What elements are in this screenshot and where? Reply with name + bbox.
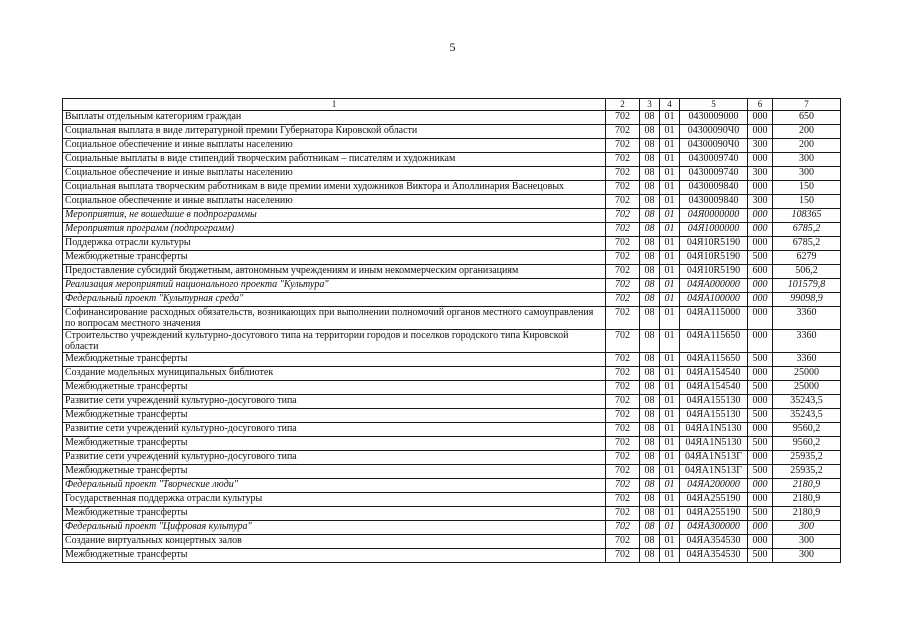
expense-type-cell: 000 [748,451,773,465]
ved-code-cell: 702 [606,353,640,367]
section-cell: 08 [640,125,660,139]
table-row [63,367,841,381]
expense-type-cell: 500 [748,409,773,423]
target-article-cell: 04ЯA255190 [680,493,748,507]
target-article-cell: 04ЯA000000 [680,279,748,293]
amount-cell: 200 [773,125,841,139]
row-name-cell: Межбюджетные трансферты [63,353,606,367]
expense-type-cell: 500 [748,465,773,479]
row-name-cell: Мероприятия, не вошедшие в подпрограммы [63,209,606,223]
section-cell: 08 [640,237,660,251]
subsection-cell: 01 [660,465,680,479]
subsection-cell: 01 [660,139,680,153]
subsection-cell: 01 [660,330,680,353]
target-article-cell: 04ЯA155130 [680,409,748,423]
page-number: 5 [449,40,456,54]
section-cell: 08 [640,307,660,330]
section-cell: 08 [640,195,660,209]
row-name-cell: Социальная выплата творческим работникам в виде премии имени художников Виктора и Аполлинария Васнецовых [63,181,606,195]
section-cell: 08 [640,330,660,353]
subsection-cell: 01 [660,279,680,293]
row-name-cell: Межбюджетные трансферты [63,549,606,563]
target-article-cell: 0430009740 [680,167,748,181]
budget-table [62,98,841,563]
expense-type-cell: 000 [748,423,773,437]
table-row [63,353,841,367]
expense-type-cell: 000 [748,293,773,307]
subsection-cell: 01 [660,381,680,395]
column-header: 2 [606,99,640,111]
table-row [63,279,841,293]
row-name-cell: Социальное обеспечение и иные выплаты населению [63,195,606,209]
section-cell: 08 [640,223,660,237]
row-name-cell: Межбюджетные трансферты [63,409,606,423]
table-row [63,307,841,330]
target-article-cell: 04Я1000000 [680,223,748,237]
expense-type-cell: 500 [748,353,773,367]
expense-type-cell: 000 [748,330,773,353]
expense-type-cell: 000 [748,521,773,535]
table-row [63,195,841,209]
ved-code-cell: 702 [606,125,640,139]
subsection-cell: 01 [660,367,680,381]
table-row [63,395,841,409]
expense-type-cell: 000 [748,367,773,381]
subsection-cell: 01 [660,111,680,125]
subsection-cell: 01 [660,293,680,307]
table-row [63,111,841,125]
table-row [63,381,841,395]
ved-code-cell: 702 [606,181,640,195]
target-article-cell: 0430009840 [680,181,748,195]
table-row [63,139,841,153]
subsection-cell: 01 [660,353,680,367]
section-cell: 08 [640,209,660,223]
amount-cell: 99098,9 [773,293,841,307]
ved-code-cell: 702 [606,293,640,307]
target-article-cell: 0430009840 [680,195,748,209]
ved-code-cell: 702 [606,195,640,209]
target-article-cell: 04ЯA115000 [680,307,748,330]
subsection-cell: 01 [660,423,680,437]
target-article-cell: 04ЯA1N5130 [680,437,748,451]
expense-type-cell: 000 [748,535,773,549]
amount-cell: 3360 [773,353,841,367]
table-row [63,251,841,265]
row-name-cell: Федеральный проект "Творческие люди" [63,479,606,493]
section-cell: 08 [640,451,660,465]
table-row [63,549,841,563]
expense-type-cell: 600 [748,265,773,279]
target-article-cell: 04Я10R5190 [680,265,748,279]
ved-code-cell: 702 [606,549,640,563]
ved-code-cell: 702 [606,279,640,293]
ved-code-cell: 702 [606,465,640,479]
subsection-cell: 01 [660,153,680,167]
amount-cell: 300 [773,549,841,563]
target-article-cell: 04ЯA1N513Г [680,465,748,479]
subsection-cell: 01 [660,451,680,465]
row-name-cell: Межбюджетные трансферты [63,381,606,395]
ved-code-cell: 702 [606,237,640,251]
row-name-cell: Межбюджетные трансферты [63,437,606,451]
table-row [63,507,841,521]
amount-cell: 108365 [773,209,841,223]
column-header: 1 [63,99,606,111]
table-row [63,167,841,181]
expense-type-cell: 000 [748,111,773,125]
amount-cell: 25000 [773,381,841,395]
section-cell: 08 [640,367,660,381]
row-name-cell: Софинансирование расходных обязательств, возникающих при выполнении полномочий органов местного самоуправления по вопросам местного значения [63,307,606,330]
section-cell: 08 [640,479,660,493]
subsection-cell: 01 [660,307,680,330]
ved-code-cell: 702 [606,223,640,237]
row-name-cell: Социальное обеспечение и иные выплаты населению [63,167,606,181]
section-cell: 08 [640,293,660,307]
subsection-cell: 01 [660,395,680,409]
amount-cell: 2180,9 [773,479,841,493]
table-row [63,153,841,167]
row-name-cell: Межбюджетные трансферты [63,251,606,265]
subsection-cell: 01 [660,237,680,251]
ved-code-cell: 702 [606,437,640,451]
expense-type-cell: 000 [748,181,773,195]
ved-code-cell: 702 [606,153,640,167]
row-name-cell: Социальное обеспечение и иные выплаты населению [63,139,606,153]
table-row [63,223,841,237]
section-cell: 08 [640,153,660,167]
subsection-cell: 01 [660,181,680,195]
budget-table-container [62,98,840,563]
ved-code-cell: 702 [606,330,640,353]
subsection-cell: 01 [660,409,680,423]
column-header: 6 [748,99,773,111]
subsection-cell: 01 [660,125,680,139]
row-name-cell: Федеральный проект "Цифровая культура" [63,521,606,535]
section-cell: 08 [640,167,660,181]
table-row [63,265,841,279]
target-article-cell: 0430009740 [680,153,748,167]
amount-cell: 2180,9 [773,493,841,507]
table-row [63,181,841,195]
target-article-cell: 04ЯA1N513Г [680,451,748,465]
amount-cell: 150 [773,181,841,195]
subsection-cell: 01 [660,493,680,507]
section-cell: 08 [640,181,660,195]
section-cell: 08 [640,409,660,423]
row-name-cell: Межбюджетные трансферты [63,465,606,479]
section-cell: 08 [640,395,660,409]
amount-cell: 150 [773,195,841,209]
row-name-cell: Выплаты отдельным категориям граждан [63,111,606,125]
subsection-cell: 01 [660,535,680,549]
target-article-cell: 04Я10R5190 [680,251,748,265]
amount-cell: 35243,5 [773,395,841,409]
amount-cell: 9560,2 [773,437,841,451]
amount-cell: 2180,9 [773,507,841,521]
table-row [63,493,841,507]
amount-cell: 6785,2 [773,223,841,237]
column-header: 7 [773,99,841,111]
table-row [63,409,841,423]
subsection-cell: 01 [660,195,680,209]
expense-type-cell: 500 [748,549,773,563]
ved-code-cell: 702 [606,395,640,409]
row-name-cell: Развитие сети учреждений культурно-досугового типа [63,395,606,409]
ved-code-cell: 702 [606,307,640,330]
row-name-cell: Государственная поддержка отрасли культуры [63,493,606,507]
expense-type-cell: 500 [748,251,773,265]
amount-cell: 25000 [773,367,841,381]
expense-type-cell: 000 [748,279,773,293]
target-article-cell: 04ЯA154540 [680,381,748,395]
expense-type-cell: 300 [748,139,773,153]
section-cell: 08 [640,381,660,395]
row-name-cell: Реализация мероприятий национального проекта "Культура" [63,279,606,293]
expense-type-cell: 500 [748,507,773,521]
expense-type-cell: 500 [748,437,773,451]
target-article-cell: 04ЯA100000 [680,293,748,307]
target-article-cell: 04ЯA255190 [680,507,748,521]
table-body [63,111,841,563]
amount-cell: 300 [773,521,841,535]
target-article-cell: 04Я10R5190 [680,237,748,251]
amount-cell: 25935,2 [773,465,841,479]
section-cell: 08 [640,535,660,549]
ved-code-cell: 702 [606,479,640,493]
subsection-cell: 01 [660,209,680,223]
target-article-cell: 04ЯA115650 [680,353,748,367]
expense-type-cell: 000 [748,307,773,330]
table-row [63,465,841,479]
target-article-cell: 04ЯA1N5130 [680,423,748,437]
section-cell: 08 [640,437,660,451]
amount-cell: 650 [773,111,841,125]
subsection-cell: 01 [660,251,680,265]
subsection-cell: 01 [660,521,680,535]
row-name-cell: Развитие сети учреждений культурно-досугового типа [63,423,606,437]
expense-type-cell: 000 [748,125,773,139]
expense-type-cell: 300 [748,167,773,181]
expense-type-cell: 000 [748,223,773,237]
section-cell: 08 [640,353,660,367]
expense-type-cell: 000 [748,237,773,251]
ved-code-cell: 702 [606,111,640,125]
ved-code-cell: 702 [606,423,640,437]
ved-code-cell: 702 [606,367,640,381]
table-row [63,535,841,549]
subsection-cell: 01 [660,167,680,181]
header-row [63,99,841,111]
amount-cell: 3360 [773,307,841,330]
target-article-cell: 04ЯA200000 [680,479,748,493]
row-name-cell: Межбюджетные трансферты [63,507,606,521]
table-row [63,330,841,353]
table-row [63,451,841,465]
amount-cell: 300 [773,153,841,167]
expense-type-cell: 500 [748,381,773,395]
target-article-cell: 04Я0000000 [680,209,748,223]
ved-code-cell: 702 [606,507,640,521]
table-row [63,293,841,307]
target-article-cell: 04300090Ч0 [680,125,748,139]
subsection-cell: 01 [660,437,680,451]
expense-type-cell: 000 [748,395,773,409]
column-header: 4 [660,99,680,111]
ved-code-cell: 702 [606,139,640,153]
section-cell: 08 [640,251,660,265]
target-article-cell: 04300090Ч0 [680,139,748,153]
target-article-cell: 04ЯA300000 [680,521,748,535]
amount-cell: 6279 [773,251,841,265]
target-article-cell: 0430009000 [680,111,748,125]
section-cell: 08 [640,465,660,479]
section-cell: 08 [640,279,660,293]
section-cell: 08 [640,423,660,437]
ved-code-cell: 702 [606,451,640,465]
column-header: 3 [640,99,660,111]
amount-cell: 3360 [773,330,841,353]
row-name-cell: Строительство учреждений культурно-досугового типа на территории городов и поселков городского типа Кировской области [63,330,606,353]
table-row [63,237,841,251]
table-row [63,521,841,535]
target-article-cell: 04ЯA154540 [680,367,748,381]
expense-type-cell: 000 [748,479,773,493]
amount-cell: 35243,5 [773,409,841,423]
amount-cell: 506,2 [773,265,841,279]
subsection-cell: 01 [660,223,680,237]
table-row [63,209,841,223]
row-name-cell: Мероприятия программ (подпрограмм) [63,223,606,237]
ved-code-cell: 702 [606,409,640,423]
amount-cell: 300 [773,167,841,181]
section-cell: 08 [640,265,660,279]
ved-code-cell: 702 [606,535,640,549]
ved-code-cell: 702 [606,167,640,181]
row-name-cell: Предоставление субсидий бюджетным, автономным учреждениям и иным некоммерческим организациям [63,265,606,279]
target-article-cell: 04ЯA155130 [680,395,748,409]
ved-code-cell: 702 [606,265,640,279]
row-name-cell: Создание виртуальных концертных залов [63,535,606,549]
amount-cell: 25935,2 [773,451,841,465]
table-row [63,437,841,451]
amount-cell: 200 [773,139,841,153]
table-row [63,479,841,493]
subsection-cell: 01 [660,507,680,521]
table-row [63,423,841,437]
ved-code-cell: 702 [606,521,640,535]
row-name-cell: Развитие сети учреждений культурно-досугового типа [63,451,606,465]
section-cell: 08 [640,521,660,535]
ved-code-cell: 702 [606,251,640,265]
section-cell: 08 [640,139,660,153]
target-article-cell: 04ЯA115650 [680,330,748,353]
target-article-cell: 04ЯA354530 [680,535,748,549]
row-name-cell: Федеральный проект "Культурная среда" [63,293,606,307]
subsection-cell: 01 [660,479,680,493]
amount-cell: 101579,8 [773,279,841,293]
section-cell: 08 [640,549,660,563]
amount-cell: 9560,2 [773,423,841,437]
section-cell: 08 [640,507,660,521]
amount-cell: 300 [773,535,841,549]
section-cell: 08 [640,493,660,507]
expense-type-cell: 000 [748,153,773,167]
ved-code-cell: 702 [606,381,640,395]
ved-code-cell: 702 [606,493,640,507]
expense-type-cell: 000 [748,209,773,223]
row-name-cell: Создание модельных муниципальных библиотек [63,367,606,381]
ved-code-cell: 702 [606,209,640,223]
expense-type-cell: 300 [748,195,773,209]
table-row [63,125,841,139]
section-cell: 08 [640,111,660,125]
subsection-cell: 01 [660,549,680,563]
column-header: 5 [680,99,748,111]
row-name-cell: Социальные выплаты в виде стипендий творческим работникам – писателям и художникам [63,153,606,167]
subsection-cell: 01 [660,265,680,279]
expense-type-cell: 000 [748,493,773,507]
target-article-cell: 04ЯA354530 [680,549,748,563]
row-name-cell: Социальная выплата в виде литературной премии Губернатора Кировской области [63,125,606,139]
row-name-cell: Поддержка отрасли культуры [63,237,606,251]
amount-cell: 6785,2 [773,237,841,251]
